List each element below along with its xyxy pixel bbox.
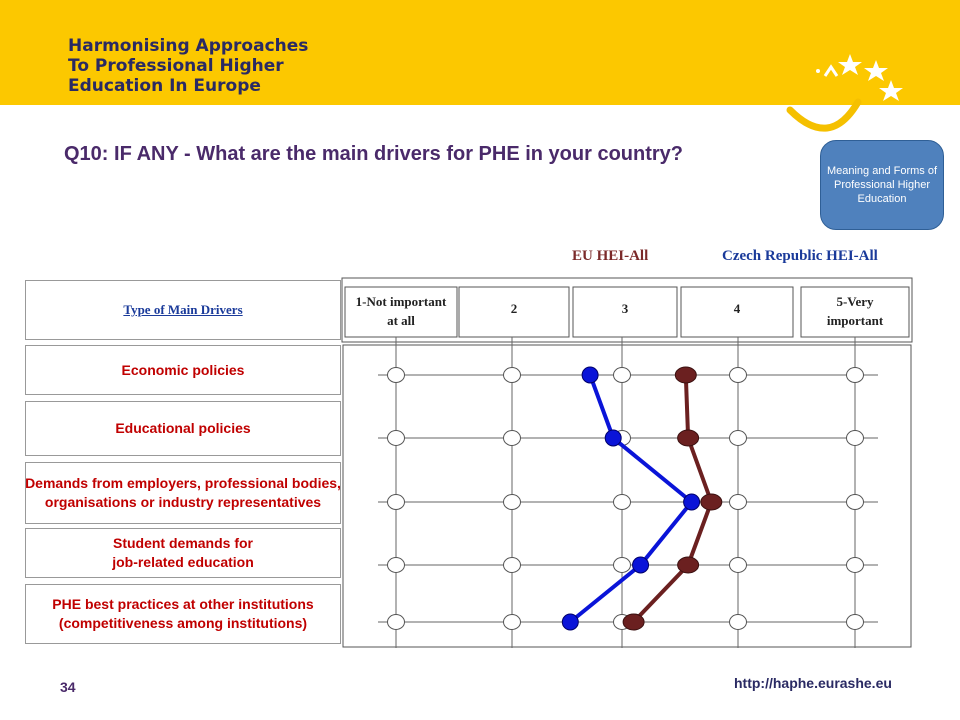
- row-label-best-practices: PHE best practices at other institutions (competitiveness among institutions): [52, 596, 314, 631]
- series-2-point-1: [582, 367, 598, 383]
- page-number: 34: [60, 679, 76, 695]
- series-2-point-3: [684, 494, 700, 510]
- scale-marker-r4-c1: [388, 558, 405, 573]
- scale-marker-r2-c5: [847, 431, 864, 446]
- scale-marker-r5-c5: [847, 615, 864, 630]
- scale-label-2: 2: [510, 301, 518, 316]
- row-label-employers: Demands from employers, professional bodies, organisations or industry representatives: [25, 475, 341, 510]
- scale-marker-r3-c3: [614, 495, 631, 510]
- scale-marker-r1-c5: [847, 368, 864, 383]
- scale-marker-r2-c4: [730, 431, 747, 446]
- scale-marker-r5-c2: [504, 615, 521, 630]
- row-label-students: Student demands for job-related education: [112, 535, 254, 570]
- series-1-point-5: [623, 614, 644, 630]
- scale-marker-r3-c2: [504, 495, 521, 510]
- scale-marker-r3-c4: [730, 495, 747, 510]
- scale-marker-r4-c4: [730, 558, 747, 573]
- scale-marker-r5-c1: [388, 615, 405, 630]
- scale-marker-r4-c3: [614, 558, 631, 573]
- legend-cz: Czech Republic HEI-All: [722, 248, 878, 264]
- scale-label-3: 3: [621, 301, 629, 316]
- scale-marker-r2-c2: [504, 431, 521, 446]
- scale-marker-r3-c1: [388, 495, 405, 510]
- series-1-point-1: [675, 367, 696, 383]
- scale-label-1: 1-Not important at all: [355, 294, 447, 328]
- scale-marker-r5-c4: [730, 615, 747, 630]
- meaning-and-forms-button[interactable]: Meaning and Forms of Professional Higher Education: [820, 140, 944, 230]
- slide-title: Q10: IF ANY - What are the main drivers for PHE in your country?: [64, 143, 684, 165]
- scale-marker-r1-c2: [504, 368, 521, 383]
- series-1-point-4: [678, 557, 699, 573]
- scale-marker-r4-c2: [504, 558, 521, 573]
- scale-marker-r1-c1: [388, 368, 405, 383]
- row-header-label: Type of Main Drivers: [123, 302, 243, 317]
- scale-marker-r1-c4: [730, 368, 747, 383]
- footer-url: http://haphe.eurashe.eu: [734, 675, 892, 691]
- scale-marker-r1-c3: [614, 368, 631, 383]
- scale-marker-r3-c5: [847, 495, 864, 510]
- logo-line-2: To Professional Higher: [68, 56, 284, 76]
- series-1-point-3: [701, 494, 722, 510]
- scale-marker-r2-c1: [388, 431, 405, 446]
- row-label-educational: Educational policies: [115, 420, 251, 436]
- row-label-economic: Economic policies: [121, 361, 245, 378]
- series-2-point-5: [562, 614, 578, 630]
- legend-eu: EU HEI-All: [572, 248, 649, 264]
- series-2-point-4: [633, 557, 649, 573]
- logo-line-1: Harmonising Approaches: [68, 36, 309, 56]
- scale-label-5: 5-Very important: [826, 294, 884, 328]
- series-1-point-2: [678, 430, 699, 446]
- series-2-point-2: [605, 430, 621, 446]
- logo-line-3: Education In Europe: [68, 76, 261, 96]
- scale-marker-r4-c5: [847, 558, 864, 573]
- scale-label-4: 4: [733, 301, 741, 316]
